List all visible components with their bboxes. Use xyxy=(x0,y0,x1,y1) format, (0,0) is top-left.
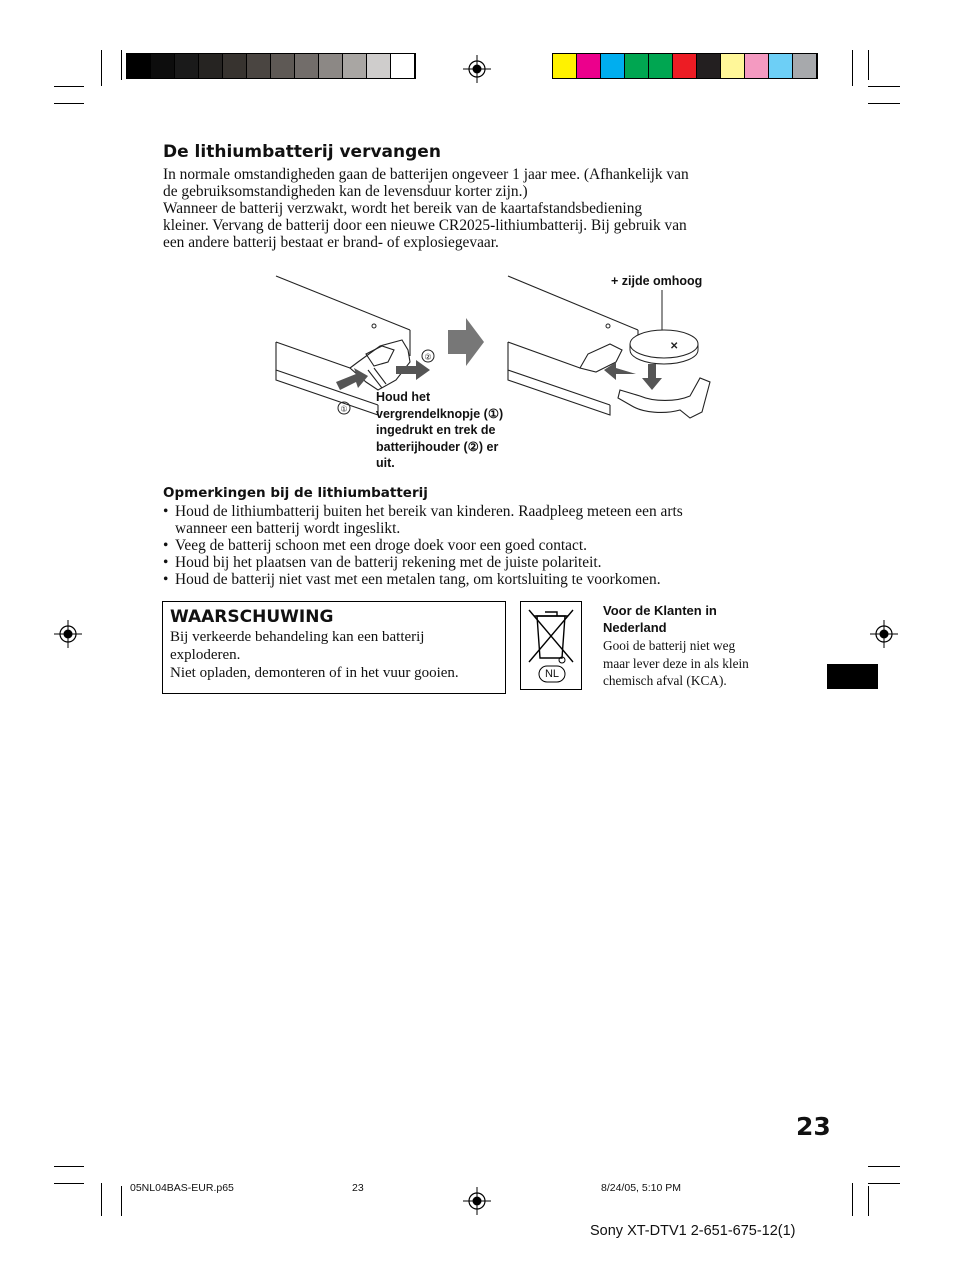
step-2-marker: ② xyxy=(424,352,432,362)
notes-list xyxy=(163,503,783,588)
list-item-text: • Houd de batterij niet vast met een metalen tang, om kortsluiting te voorkomen. xyxy=(175,571,661,588)
color-swatch xyxy=(769,54,793,78)
color-swatch xyxy=(151,54,175,78)
nl-badge: NL xyxy=(544,668,560,680)
recycle-symbol-box xyxy=(520,601,582,690)
recycle-title xyxy=(603,602,717,636)
intro-line: de gebruiksomstandigheden kan de levensduur korter zijn.) xyxy=(163,183,528,200)
color-swatch xyxy=(793,54,817,78)
color-swatch xyxy=(175,54,199,78)
registration-mark-icon xyxy=(870,620,898,648)
color-swatch xyxy=(199,54,223,78)
color-swatch xyxy=(127,54,151,78)
insert-arrow-icon xyxy=(642,364,662,390)
svg-text:✕: ✕ xyxy=(670,341,679,352)
color-swatch xyxy=(601,54,625,78)
footer-date: 8/24/05, 5:10 PM xyxy=(601,1182,681,1194)
list-item xyxy=(163,554,783,571)
list-item-text: • Houd bij het plaatsen van de batterij rekening met de juiste polariteit. xyxy=(175,554,602,571)
coin-battery-icon xyxy=(630,330,698,364)
recycle-text xyxy=(603,637,749,690)
intro-line: Wanneer de batterij verzwakt, wordt het bereik van de kaartafstandsbediening xyxy=(163,200,643,217)
color-swatch xyxy=(295,54,319,78)
notes-title: Opmerkingen bij de lithiumbatterij xyxy=(163,485,428,501)
warning-line: Niet opladen, demonteren of in het vuur gooien. xyxy=(170,665,459,681)
registration-mark-icon xyxy=(54,620,82,648)
color-swatch xyxy=(319,54,343,78)
list-item-text: • Houd de lithiumbatterij buiten het bereik van kinderen. Raadpleeg meteen een arts xyxy=(175,503,683,520)
footer-file: 05NL04BAS-EUR.p65 xyxy=(130,1182,234,1194)
color-swatch xyxy=(649,54,673,78)
pull-arrow-icon xyxy=(396,360,430,380)
plus-side-label: + zijde omhoog xyxy=(611,274,703,288)
recycle-title-line: Voor de Klanten in xyxy=(603,603,717,618)
recycle-text-line: maar lever deze in als klein xyxy=(603,655,749,671)
intro-line: In normale omstandigheden gaan de batterijen ongeveer 1 jaar mee. (Afhankelijk van xyxy=(163,166,689,183)
color-calibration-bar xyxy=(552,53,818,79)
color-swatch xyxy=(223,54,247,78)
color-swatch xyxy=(367,54,391,78)
list-item xyxy=(163,571,783,588)
color-swatch xyxy=(553,54,577,78)
recycle-text-line: chemisch afval (KCA). xyxy=(603,673,727,688)
list-item-text: • Veeg de batterij schoon met een droge doek voor een goed contact. xyxy=(175,537,587,554)
intro-paragraph xyxy=(163,166,783,251)
color-swatch xyxy=(577,54,601,78)
color-swatch xyxy=(673,54,697,78)
footer-model: Sony XT-DTV1 2-651-675-12(1) xyxy=(590,1223,796,1239)
language-side-tab xyxy=(827,664,878,689)
caption-line: vergrendelknopje (①) xyxy=(376,406,504,421)
warning-box xyxy=(162,601,506,694)
caption-line: batterijhouder (②) er xyxy=(376,439,499,454)
page-number: 23 xyxy=(796,1112,831,1141)
registration-mark-icon xyxy=(463,1187,491,1215)
color-swatch xyxy=(721,54,745,78)
press-arrow-icon xyxy=(336,368,368,390)
color-swatch xyxy=(391,54,415,78)
registration-mark-icon xyxy=(463,55,491,83)
intro-line: een andere batterij bestaat er brand- of explosiegevaar. xyxy=(163,234,499,251)
intro-line: kleiner. Vervang de batterij door een nieuwe CR2025-lithiumbatterij. Bij gebruik van xyxy=(163,217,687,234)
color-swatch xyxy=(271,54,295,78)
color-swatch xyxy=(625,54,649,78)
gray-calibration-bar xyxy=(126,53,416,79)
list-item xyxy=(163,537,783,554)
caption-line: uit. xyxy=(376,456,395,470)
color-swatch xyxy=(343,54,367,78)
recycle-text-line: Gooi de batterij niet weg xyxy=(603,638,736,653)
color-swatch xyxy=(745,54,769,78)
caption-line: Houd het xyxy=(376,390,431,404)
list-item xyxy=(163,503,783,537)
next-step-arrow-icon xyxy=(448,318,484,366)
list-item-text: wanneer een batterij wordt ingeslikt. xyxy=(175,520,401,537)
color-swatch xyxy=(247,54,271,78)
figure-caption xyxy=(376,389,536,472)
caption-line: ingedrukt en trek de xyxy=(376,423,496,437)
slide-arrow-icon xyxy=(604,362,636,380)
recycle-title-line: Nederland xyxy=(603,620,667,635)
warning-title: WAARSCHUWING xyxy=(170,607,334,627)
warning-line: exploderen. xyxy=(170,647,241,663)
warning-line: Bij verkeerde behandeling kan een batterij xyxy=(170,629,425,645)
step-1-marker: ① xyxy=(340,404,348,414)
color-swatch xyxy=(697,54,721,78)
section-heading: De lithiumbatterij vervangen xyxy=(163,142,441,162)
footer-page: 23 xyxy=(352,1182,364,1194)
